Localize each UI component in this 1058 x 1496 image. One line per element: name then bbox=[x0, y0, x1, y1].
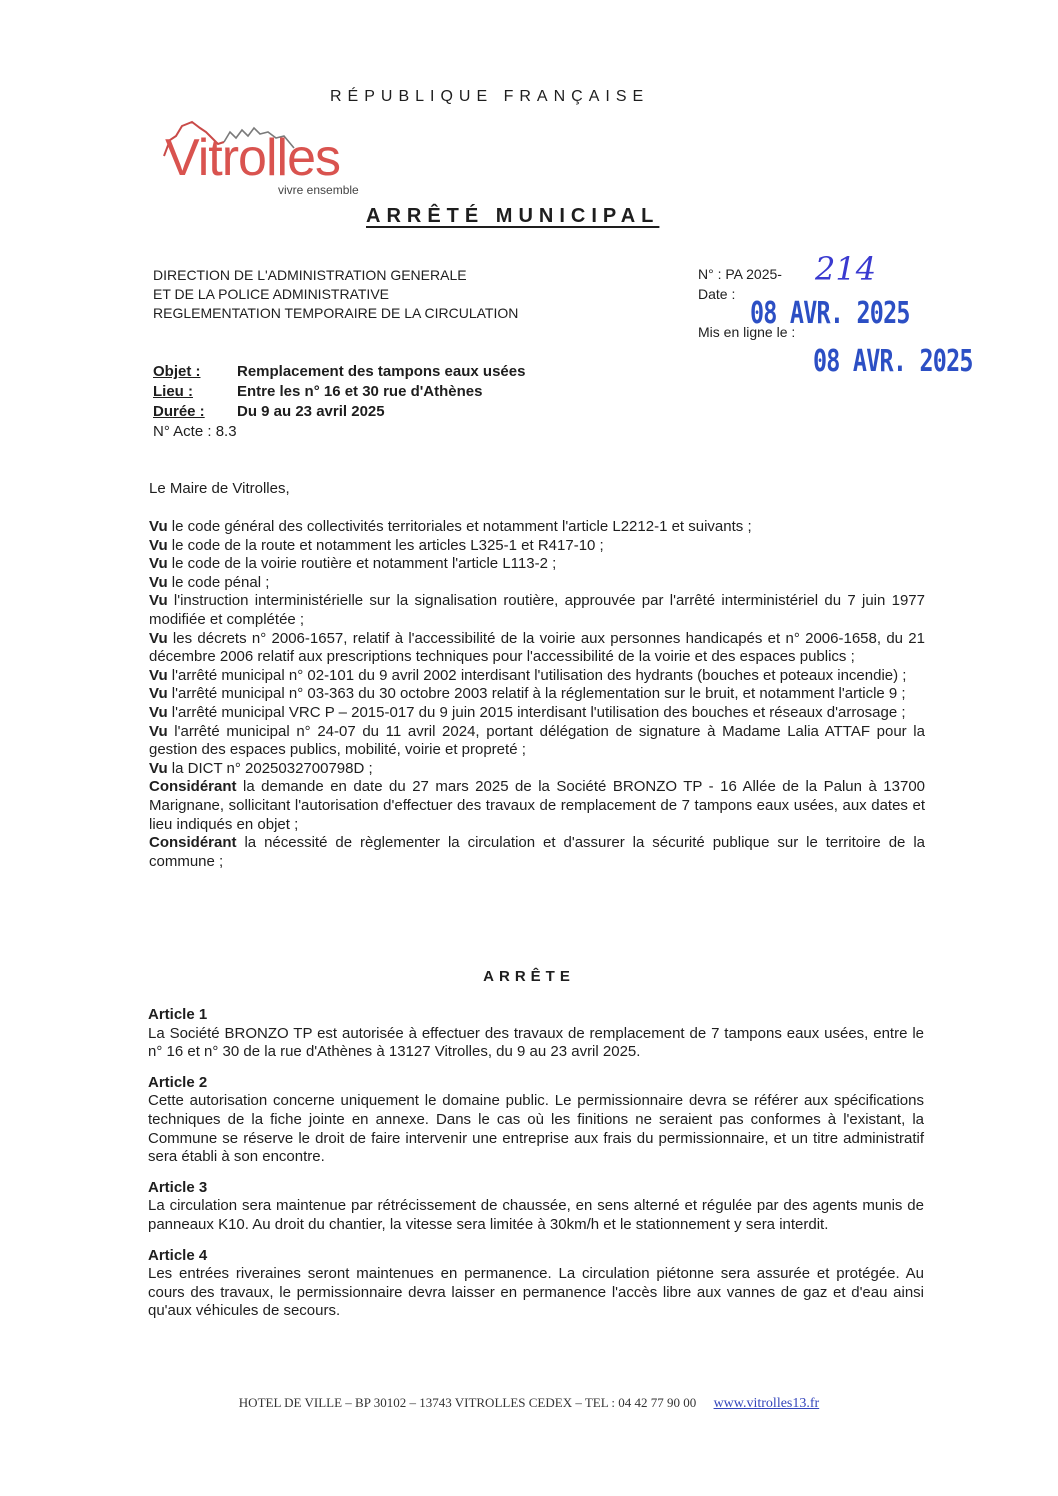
vu-text: l'arrêté municipal VRC P – 2015-017 du 9 juin 2015 interdisant l'utilisation des bouches et réseaux d'arrosage ; bbox=[167, 703, 906, 721]
article-text: Cette autorisation concerne uniquement le domaine public. Le permissionnaire devra se référer aux spécifications techniques de la fiche jointe en annexe. Dans le cas où les finitions ne seraient pas conformes à l'existant, la Commune se réserve le droit de faire intervenir une entreprise aux frais du permissionnaire, et un titre administratif sera établi à son encontre. bbox=[148, 1092, 924, 1166]
duree-label: Durée : bbox=[153, 403, 205, 420]
department-line: REGLEMENTATION TEMPORAIRE DE LA CIRCULATION bbox=[153, 305, 519, 321]
duree-value: Du 9 au 23 avril 2025 bbox=[237, 403, 385, 420]
objet-row bbox=[153, 362, 525, 382]
vu-keyword: Vu bbox=[149, 592, 168, 610]
date-stamp: 08 AVR. 2025 bbox=[750, 296, 910, 331]
republic-heading: RÉPUBLIQUE FRANÇAISE bbox=[330, 88, 650, 105]
department-line: DIRECTION DE L'ADMINISTRATION GENERALE bbox=[153, 267, 467, 283]
vu-item bbox=[149, 592, 925, 629]
vu-text: le code pénal ; bbox=[167, 573, 270, 591]
date-label: Date : bbox=[698, 286, 736, 302]
articles-list bbox=[148, 1006, 924, 1333]
vu-text: le code général des collectivités territoriales et notamment l'article L2212-1 et suivants ; bbox=[167, 518, 752, 535]
vu-keyword: Considérant bbox=[149, 778, 237, 796]
vu-text: l'arrêté municipal n° 03-363 du 30 octobre 2003 relatif à la réglementation sur le bruit, et notamment l'article 9 ; bbox=[167, 685, 906, 703]
article bbox=[148, 1247, 924, 1321]
vu-keyword: Vu bbox=[149, 629, 168, 647]
vu-keyword: Vu bbox=[149, 518, 168, 535]
vu-item bbox=[149, 685, 925, 704]
vu-text: le code de la route et notamment les articles L325-1 et R417-10 ; bbox=[167, 536, 604, 554]
article-title: Article 2 bbox=[148, 1073, 208, 1091]
footer-address: HOTEL DE VILLE – BP 30102 – 13743 VITROLLES CEDEX – TEL : 04 42 77 90 00 bbox=[238, 1395, 697, 1410]
article bbox=[148, 1006, 924, 1062]
vu-text: la demande en date du 27 mars 2025 de la Société BRONZO TP - 16 Allée de la Palun à 13700 Marignane, sollicitant l'autorisation d'effectuer des travaux de remplacement de 7 tampons eaux usées, aux dates et lieu indiqués en objet ; bbox=[149, 778, 925, 833]
vu-keyword: Vu bbox=[149, 555, 168, 573]
acte-number: N° Acte : 8.3 bbox=[153, 423, 237, 440]
logo-tagline: vivre ensemble bbox=[278, 183, 359, 197]
article bbox=[148, 1074, 924, 1167]
vu-item bbox=[149, 834, 925, 871]
vu-item bbox=[149, 574, 925, 593]
subject-block bbox=[153, 362, 525, 442]
vu-keyword: Vu bbox=[149, 536, 168, 554]
vu-text: l'arrêté municipal n° 02-101 du 9 avril 2002 interdisant l'utilisation des hydrants (bouches et poteaux incendie) ; bbox=[167, 666, 907, 684]
article-text: Les entrées riveraines seront maintenues en permanence. La circulation piétonne sera assurée et protégée. Au cours des travaux, le permissionnaire devra laisser en permanence l'accès libre aux vannes de gaz et d'eau ainsi qu'aux véhicules de secours. bbox=[148, 1265, 924, 1320]
vu-item bbox=[149, 778, 925, 834]
vu-item bbox=[149, 537, 925, 556]
lieu-row bbox=[153, 382, 525, 402]
vu-keyword: Vu bbox=[149, 722, 168, 740]
lieu-value: Entre les n° 16 et 30 rue d'Athènes bbox=[237, 383, 483, 400]
vu-text: l'instruction interministérielle sur la signalisation routière, approuvée par l'arrêté interministériel du 7 juin 1977 modifiée et complétée ; bbox=[149, 592, 925, 628]
vu-list bbox=[149, 518, 925, 871]
objet-label: Objet : bbox=[153, 363, 201, 380]
vu-keyword: Vu bbox=[149, 573, 168, 591]
vu-text: la nécessité de règlementer la circulation et d'assurer la sécurité publique sur le territoire de la commune ; bbox=[149, 834, 925, 870]
article-title: Article 1 bbox=[148, 1006, 208, 1023]
logo-wordmark: Vitrolles bbox=[165, 129, 341, 187]
website-link[interactable]: www.vitrolles13.fr bbox=[713, 1396, 820, 1411]
online-label: Mis en ligne le : bbox=[698, 324, 796, 340]
footer bbox=[0, 1395, 1058, 1412]
article-title: Article 3 bbox=[148, 1178, 208, 1196]
lieu-label: Lieu : bbox=[153, 383, 193, 400]
article-text: La Société BRONZO TP est autorisée à effectuer des travaux de remplacement de 7 tampons eaux usées, entre le n° 16 et n° 30 de la rue d'Athènes à 13127 Vitrolles, du 9 au 23 avril 2025. bbox=[148, 1024, 924, 1061]
document-title: ARRÊTÉ MUNICIPAL bbox=[366, 205, 660, 227]
duree-row bbox=[153, 402, 525, 422]
department-block bbox=[153, 266, 518, 323]
article-text: La circulation sera maintenue par rétrécissement de chaussée, en sens alterné et régulée par des agents munis de panneaux K10. Au droit du chantier, la vitesse sera limitée à 30km/h et le stationnement y sera interdit. bbox=[148, 1197, 924, 1233]
vu-item bbox=[149, 704, 925, 723]
vu-keyword: Vu bbox=[149, 666, 168, 684]
online-date-stamp: 08 AVR. 2025 bbox=[813, 344, 973, 379]
vu-keyword: Vu bbox=[149, 685, 168, 703]
vu-item bbox=[149, 555, 925, 574]
department-line: ET DE LA POLICE ADMINISTRATIVE bbox=[153, 286, 389, 302]
vu-item bbox=[149, 518, 925, 537]
arrete-heading: ARRÊTE bbox=[483, 968, 575, 985]
vu-text: le code de la voirie routière et notamment l'article L113-2 ; bbox=[167, 555, 557, 573]
vu-keyword: Vu bbox=[149, 759, 168, 777]
vu-item bbox=[149, 760, 925, 779]
article-title: Article 4 bbox=[148, 1246, 208, 1264]
vu-item bbox=[149, 667, 925, 686]
article bbox=[148, 1179, 924, 1235]
vu-text: la DICT n° 2025032700798D ; bbox=[167, 759, 373, 777]
vu-text: l'arrêté municipal n° 24-07 du 11 avril 2024, portant délégation de signature à Madame Lalia ATTAF pour la gestion des espaces publics, mobilité, voirie et propreté ; bbox=[149, 722, 925, 759]
handwritten-number: 214 bbox=[815, 250, 877, 288]
vu-keyword: Considérant bbox=[149, 834, 237, 852]
objet-value: Remplacement des tampons eaux usées bbox=[237, 363, 526, 380]
vu-text: les décrets n° 2006-1657, relatif à l'accessibilité de la voirie aux personnes handicapés et n° 2006-1658, du 21 décembre 2006 relatif aux prescriptions techniques pour l'accessibilité de la voirie et des espaces publics ; bbox=[149, 629, 925, 666]
vu-keyword: Vu bbox=[149, 703, 168, 721]
maire-intro: Le Maire de Vitrolles, bbox=[149, 480, 290, 497]
vu-item bbox=[149, 723, 925, 760]
number-label: N° : PA 2025- bbox=[698, 266, 782, 282]
vu-item bbox=[149, 630, 925, 667]
